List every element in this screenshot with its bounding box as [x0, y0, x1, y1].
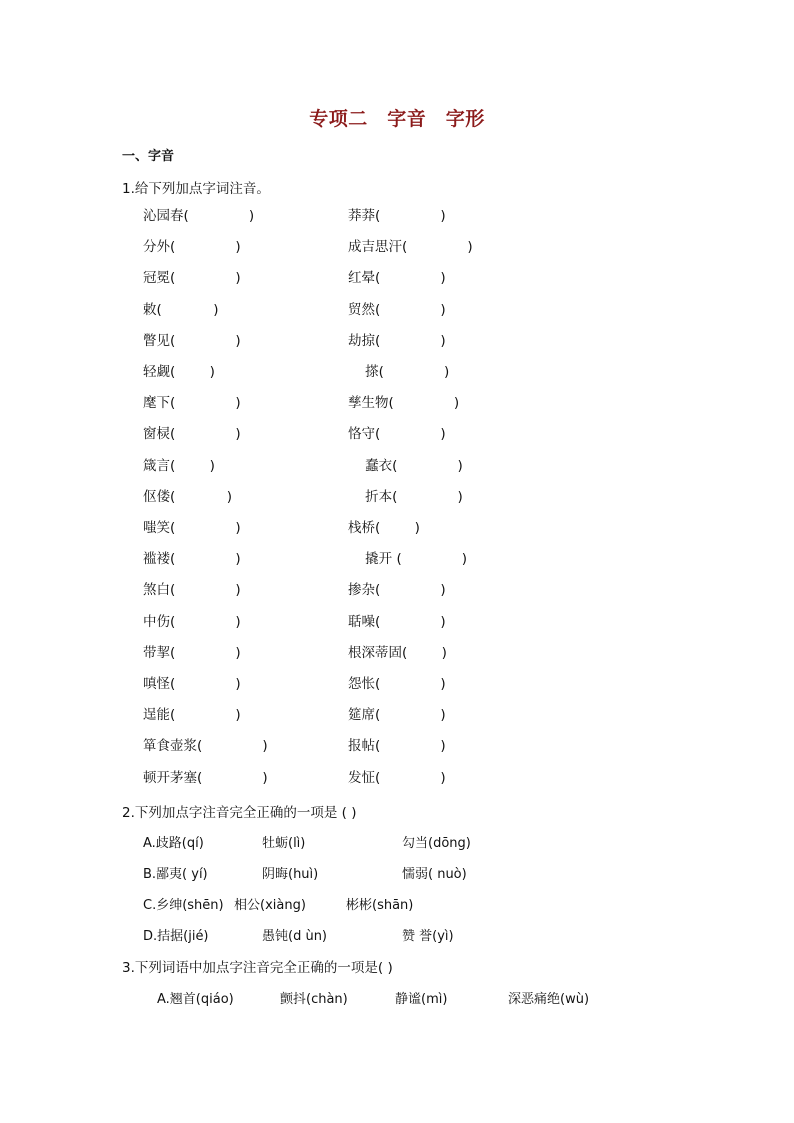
q1-left-item: 分外( )	[143, 239, 241, 256]
q2-option-part: 彬彬(shān)	[346, 898, 414, 913]
q1-right-item: 撬开 ( )	[348, 551, 468, 568]
question-3-stem: 3.下列词语中加点字注音完全正确的一项是( )	[122, 960, 393, 976]
q1-left-item: 顿开茅塞( )	[143, 769, 268, 786]
q1-right-item: 成吉思汗( )	[348, 239, 473, 256]
q1-right-item: 聒噪( )	[348, 613, 446, 630]
q2-option-part: B.鄙夷( yí)	[143, 867, 208, 882]
q1-left-item: 箪食壶浆( )	[143, 738, 268, 755]
q1-left-item: 沁园春( )	[143, 208, 255, 224]
q1-left-item: 褴褛( )	[143, 551, 241, 568]
q2-option-part: 懦弱( nuò)	[402, 867, 467, 882]
q2-option-part: C.乡绅(shēn)	[143, 898, 224, 913]
q1-left-item: 轻觑( )	[143, 364, 215, 380]
q1-right-item: 劫掠( )	[348, 332, 446, 349]
q1-left-item: 箴言( )	[143, 457, 215, 474]
q3-option-part: 静谧(mì)	[395, 992, 448, 1007]
q1-right-item: 发怔( )	[348, 769, 446, 786]
q1-right-item: 恪守( )	[348, 426, 446, 443]
page-title: 专项二 字音 字形	[309, 108, 485, 130]
q1-right-item: 莽莽( )	[348, 208, 446, 224]
q1-right-item: 贸然( )	[348, 301, 446, 318]
q2-option-part: A.歧路(qí)	[143, 836, 204, 851]
question-1-stem: 1.给下列加点字词注音。	[122, 181, 270, 197]
q1-left-item: 敕( )	[143, 301, 219, 318]
q3-option-part: 颤抖(chàn)	[280, 992, 348, 1007]
q1-right-item: 筵席( )	[348, 707, 446, 724]
q1-right-item: 栈桥( )	[348, 520, 420, 536]
q1-left-item: 中伤( )	[143, 613, 241, 630]
question-2-stem: 2.下列加点字注音完全正确的一项是 ( )	[122, 805, 357, 821]
q1-left-item: 冠冕( )	[143, 270, 241, 287]
q2-option-part: 阴晦(huì)	[262, 867, 319, 882]
q1-left-item: 窗棂( )	[143, 426, 241, 443]
q3-option-part: A.翘首(qiáo)	[157, 992, 234, 1007]
q1-right-item: 根深蒂固( )	[348, 644, 447, 661]
q1-left-item: 伛偻( )	[143, 488, 233, 505]
q2-option-part: 愚钝(d ùn)	[262, 929, 328, 944]
q1-right-item: 搽( )	[348, 364, 450, 380]
q1-left-item: 麾下( )	[143, 395, 241, 412]
q3-option-part: 深恶痛绝(wù)	[508, 992, 590, 1007]
q1-right-item: 蠢衣( )	[348, 457, 463, 474]
q1-right-item: 报帖( )	[348, 738, 446, 755]
q1-left-item: 逞能( )	[143, 707, 241, 724]
q1-right-item: 折本( )	[348, 488, 463, 505]
q2-option-part: 勾当(dōng)	[402, 836, 471, 851]
q2-option-part: 牡蛎(lì)	[262, 836, 306, 851]
q1-right-item: 掺杂( )	[348, 582, 446, 599]
q1-right-item: 孳生物( )	[348, 395, 460, 412]
q1-right-item: 红晕( )	[348, 270, 446, 287]
q1-right-item: 怨怅( )	[348, 676, 446, 692]
q1-left-item: 煞白( )	[143, 582, 241, 599]
q2-option-part: 赞 誉(yì)	[402, 929, 454, 944]
section-heading: 一、字音	[122, 149, 175, 164]
q1-left-item: 嗔怪( )	[143, 676, 241, 692]
q1-left-item: 瞥见( )	[143, 332, 241, 349]
q2-option-part: D.拮据(jié)	[143, 929, 209, 944]
q2-option-part: 相公(xiàng)	[234, 898, 306, 913]
q1-left-item: 带挈( )	[143, 644, 241, 661]
q1-left-item: 嗤笑( )	[143, 520, 241, 536]
